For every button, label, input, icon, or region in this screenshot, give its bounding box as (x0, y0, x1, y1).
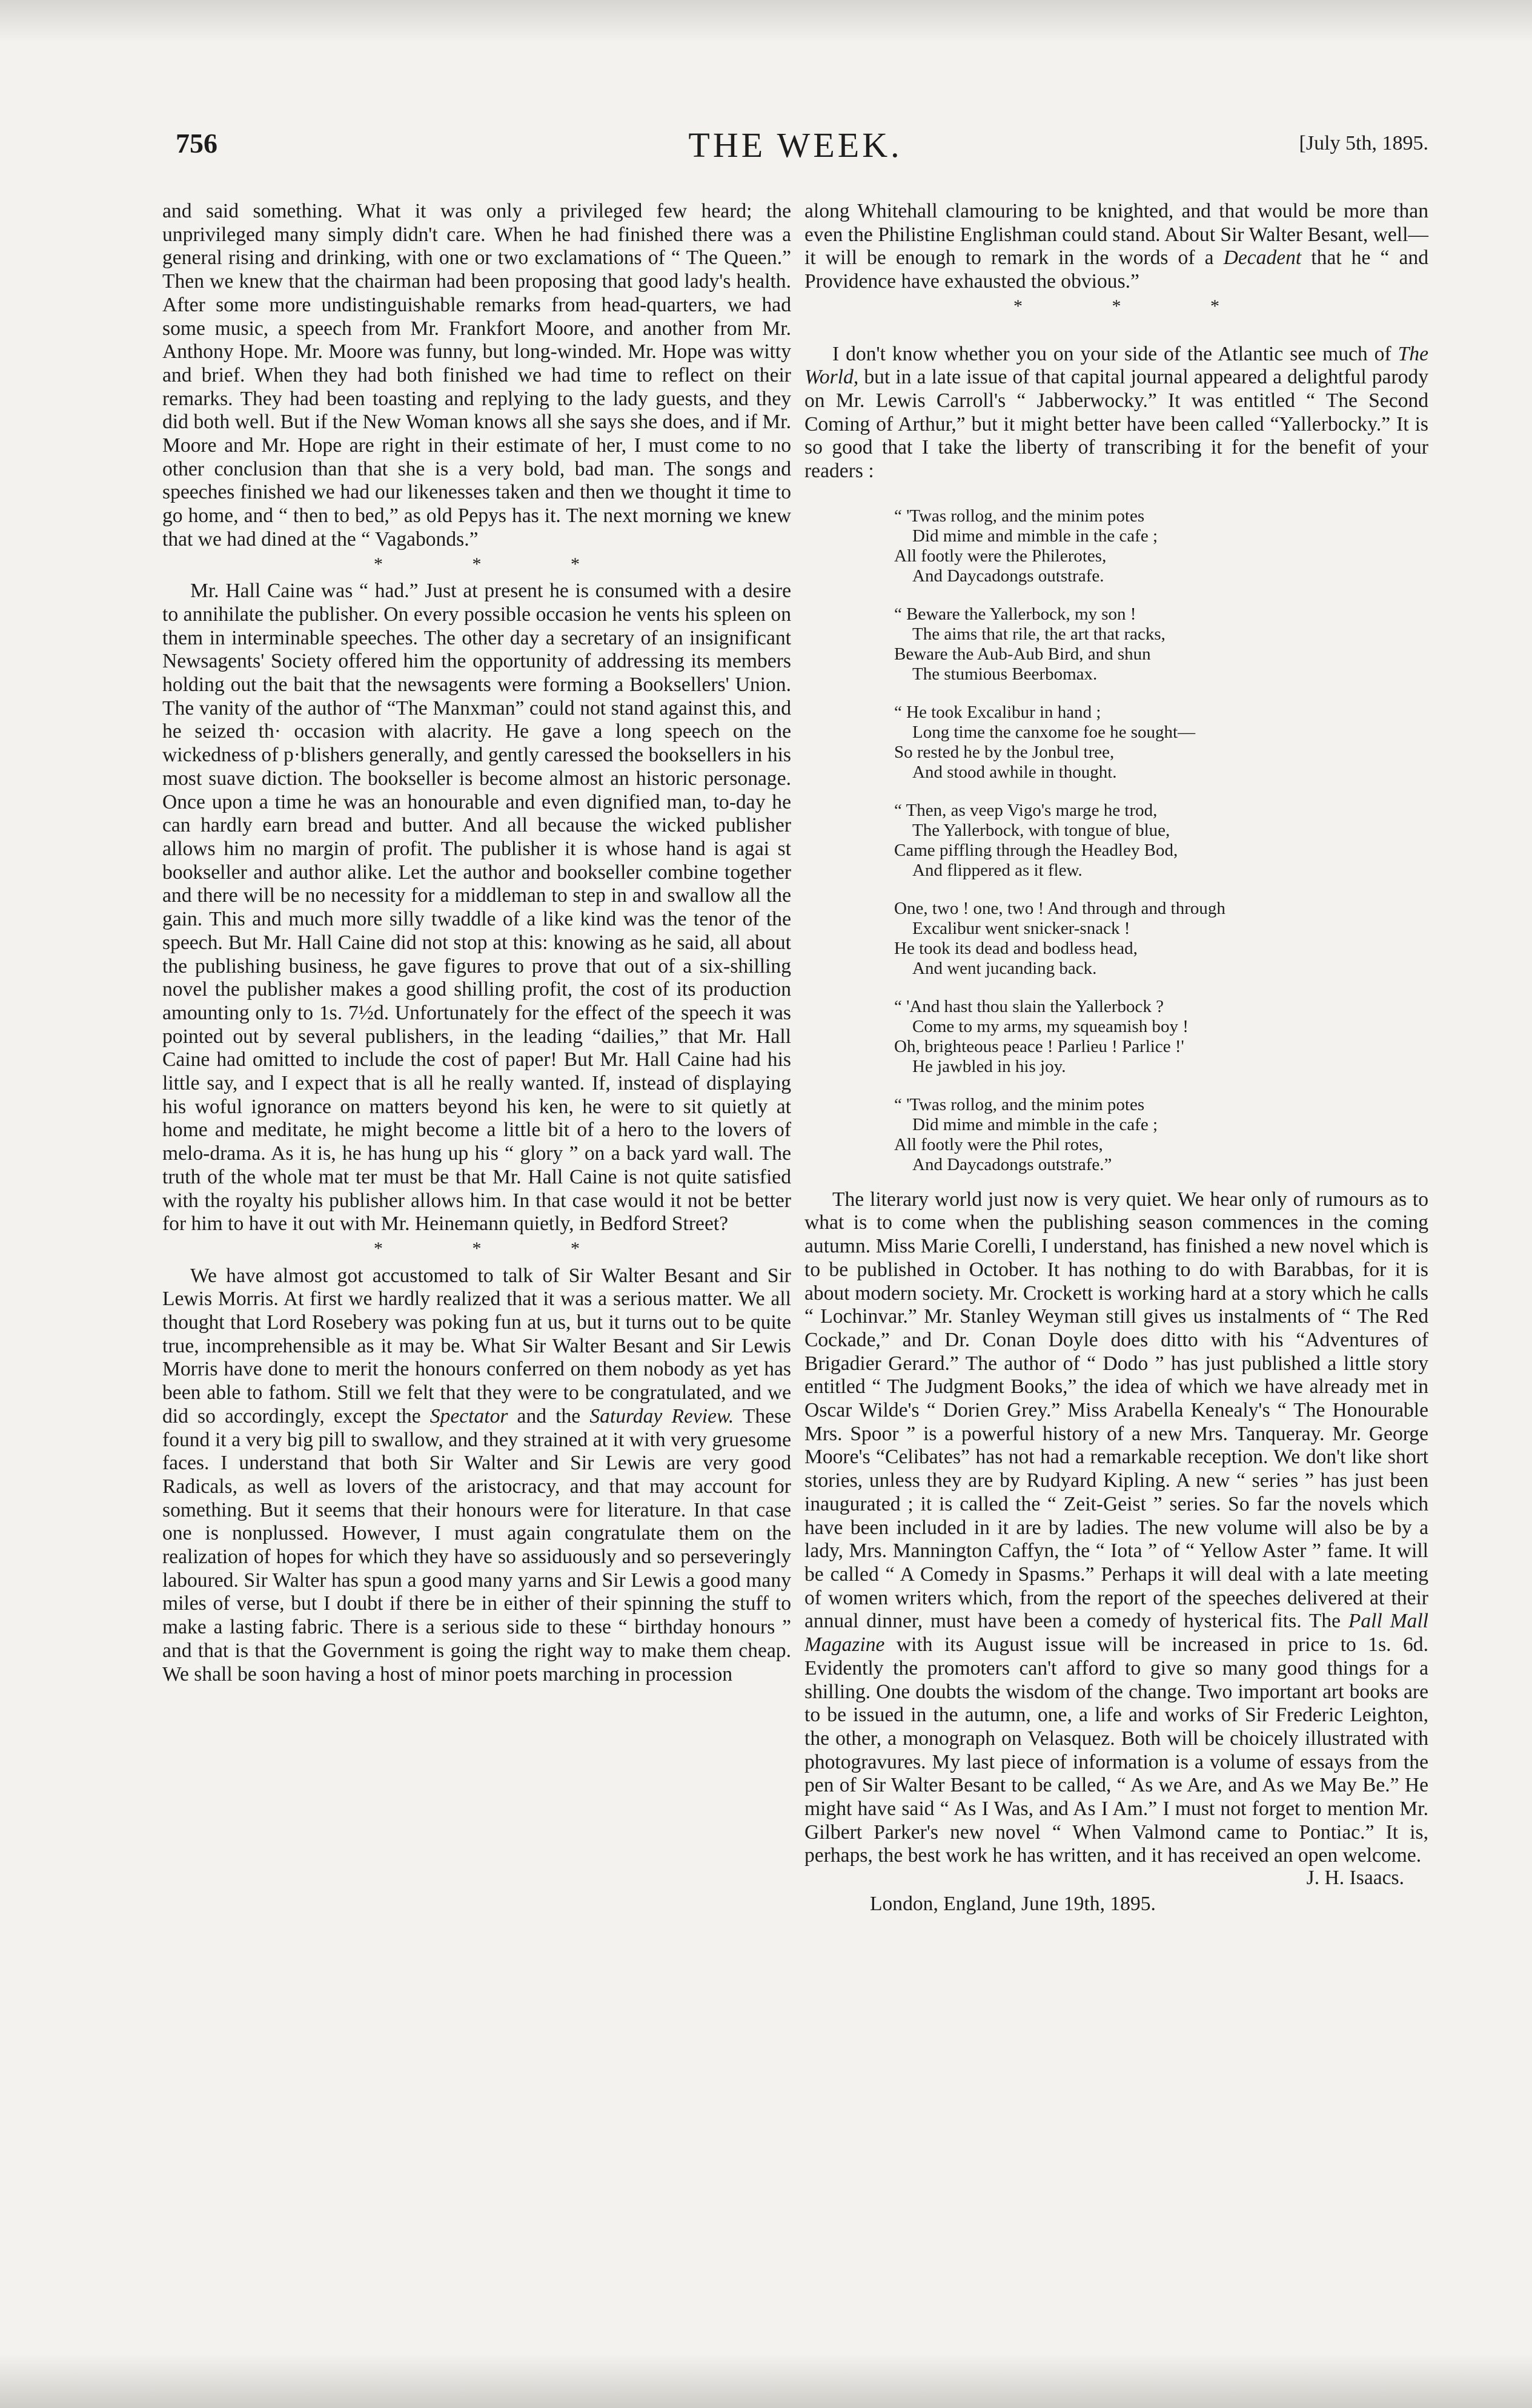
poem-line: Long time the canxome foe he sought— (912, 722, 1196, 742)
paragraph-hall-caine: Mr. Hall Caine was “ had.” Just at present he is consumed with a desire to annihilate the publisher. On every possible occasion he vents his spleen on them in interminable speeches. The other day a secretary of an insignificant Newsagents' Society offered him the opportunity of addressing its members holding out the bait that the newsagents were forming a Booksellers' Union. The vanity of the author of “The Manxman” could not stand against this, and he seized th· occasion with alacrity. He gave a long speech on the wickedness of p·blishers generally, and gently caressed the booksellers in his most suave diction. The bookseller is become almost an historic personage. Once upon a time he was an honourable and even dignified man, to-day he can hardly earn bread and butter. And all because the wicked publisher allows him no margin of profit. The publisher it is whose hand is agai st bookseller and author alike. Let the author and bookseller combine together and there will be no necessity for a middleman to step in and swallow all the gain. This and much more silly twaddle of a like kind was the tenor of the speech. But Mr. Hall Caine did not stop at this: knowing as he said, all about the publishing business, he gave figures to prove that out of a six-shilling novel the publisher makes a good shilling profit, the cost of its production amounting only to 1s. 7½d. Unfortunately for the effect of the speech it was pointed out by several publishers, in the leading “dailies,” that Mr. Hall Caine had omitted to include the cost of paper! But Mr. Hall Caine had his little say, and I expect that is all he really wanted. If, instead of displaying his woful ignorance on matters beyond his ken, he were to sit quietly at home and meditate, he might become a little bit of a hero to the lovers of melo-drama. As it is, he has hung up his “ glory ” on a back yard wall. The truth of the whole mat ter must be that Mr. Hall Caine is not quite satisfied with the royalty his publisher allows him. In that case would it not be better for him to have it out with Mr. Heinemann quietly, in Bedford Street? (162, 580, 791, 1235)
poem-stanza (894, 899, 1428, 979)
poem-line: “ 'And hast thou slain the Yallerbock ? (894, 996, 1164, 1016)
poem-line: All footly were the Philerotes, (894, 546, 1107, 566)
pall-mall-title: Pall Mall Magazine (804, 1610, 1428, 1656)
spectator-title: Spectator (429, 1404, 508, 1427)
dateline: London, England, June 19th, 1895. (870, 1892, 1156, 1915)
poem-stanza (894, 801, 1428, 881)
poem-line: The stumious Beerbomax. (912, 664, 1098, 684)
section-separator: * * * (374, 554, 622, 574)
poem-line: “ Beware the Yallerbock, my son ! (894, 604, 1136, 624)
right-column (804, 200, 1428, 1916)
poem-line: The aims that rile, the art that racks, (912, 624, 1166, 644)
poem-line: All footly were the Phil rotes, (894, 1134, 1103, 1154)
poem-line: Beware the Aub-Aub Bird, and shun (894, 644, 1151, 664)
poem-line: One, two ! one, two ! And through and through (894, 898, 1225, 918)
poem-line: And Daycadongs outstrafe. (912, 566, 1104, 586)
poem-line: “ He took Excalibur in hand ; (894, 702, 1101, 722)
section-separator: * * * (1013, 296, 1262, 316)
poem-stanza (894, 506, 1428, 586)
issue-date: [July 5th, 1895. (1299, 132, 1428, 154)
poem-stanza (894, 604, 1428, 684)
poem-stanza (894, 997, 1428, 1077)
poem-line: The Yallerbock, with tongue of blue, (912, 820, 1170, 840)
poem-line: And stood awhile in thought. (912, 762, 1117, 782)
poem-line: Come to my arms, my squeamish boy ! (912, 1016, 1189, 1036)
masthead-title: THE WEEK. (688, 125, 903, 165)
paragraph-vagabonds-dinner: and said something. What it was only a privileged few heard; the unprivileged many simply didn't care. When he had finished there was a general rising and drinking, with one or two exclamations of “ The Queen.” Then we knew that the chairman had been proposing that good lady's health. After some more undistinguishable remarks from head-quarters, we had some music, a speech from Mr. Frankfort Moore, and another from Mr. Anthony Hope. Mr. Moore was funny, but long-winded. Mr. Hope was witty and brief. When they had both finished we had time to reflect on their remarks. They had been toasting and replying to the lady guests, and they did both well. But if the New Woman knows all she says she does, and if Mr. Moore and Mr. Hope are right in their estimate of her, I must come to no other conclusion than that she is a very bold, bad man. The songs and speeches finished we had our likenesses taken and then we thought it time to go home, and “ then to bed,” as old Pepys has it. The next morning we knew that we had dined at the “ Vagabonds.” (162, 200, 791, 551)
page-number: 756 (176, 128, 217, 159)
paragraph-knighthoods: We have almost got accustomed to talk of Sir Walter Besant and Sir Lewis Morris. At first we hardly realized that it was a serious matter. We all thought that Lord Rosebery was poking fun at us, but it turns out to be quite true, incomprehensible as it may be. What Sir Walter Besant and Sir Lewis Morris have done to merit the honours conferred on them nobody as yet has been able to fathom. Still we felt that they were to be congratulated, and we did so accordingly, except the Spectator and the Saturday Review. These found it a very big pill to swallow, and they strained at it with very gruesome faces. I understand that both Sir Walter and Sir Lewis are very good Radicals, as well as lovers of the aristocracy, and that may account for something. But it seems that their honours were for literature. In that case one is nonplussed. However, I must again congratulate them on the realization of hopes for which they have so assiduously and so perseveringly laboured. Sir Walter has spun a good many yarns and Sir Lewis a good many miles of verse, but I doubt if there be in either of their spinning the stuff to make a lasting fabric. There is a serious side to these “ birthday honours ” and that is that the Government is going the right way to make them cheap. We shall be soon having a host of minor poets marching in procession (162, 1264, 792, 1685)
saturday-review-title: Saturday Review. (589, 1404, 734, 1427)
poem-line: Excalibur went snicker-snack ! (912, 918, 1130, 938)
poem-line: He jawbled in his joy. (912, 1056, 1066, 1076)
poem-line: “ 'Twas rollog, and the minim potes (894, 1094, 1145, 1114)
poem-line: Did mime and mimble in the cafe ; (912, 1114, 1158, 1134)
poem-stanza (894, 1095, 1428, 1175)
poem-line: He took its dead and bodless head, (894, 938, 1138, 958)
left-column (162, 200, 791, 1686)
paragraph-literary-news: The literary world just now is very quiet. We hear only of rumours as to what is to come when the publishing season commences in the coming autumn. Miss Marie Corelli, I understand, has finished a new novel which is to be published in October. It has nothing to do with Barabbas, for it is about modern society. Mr. Crockett is working hard at a story which he calls “ Lochinvar.” Mr. Stanley Weyman still gives us instalments of “ The Red Cockade,” and Dr. Conan Doyle does ditto with his “Adventures of Brigadier Gerard.” The author of “ Dodo ” has just published a little story entitled “ The Judgment Books,” the idea of which we have already met in Oscar Wilde's “ Dorien Grey.” Miss Arabella Kenealy's “ The Honourable Mrs. Spoor ” is a powerful history of a new Mrs. Tanqueray. Mr. George Moore's “Celibates” has not had a remarkable reception. We don't like short stories, unless they are by Rudyard Kipling. A new “ series ” has just been inaugurated ; it is called the “ Zeit-Geist ” series. So far the novels which have been included in it are by ladies. The new volume will also be by a lady, Mrs. Mannington Caffyn, the “ Iota ” of “ Yellow Aster ” fame. It will be called “ A Comedy in Spasms.” Perhaps it will deal with a late meeting of women writers which, from the report of the speeches delivered at their annual dinner, must have been a comedy of hysterical fits. The Pall Mall Magazine with its August issue will be increased in price to 1s. 6d. Evidently the promoters can't afford to give so many good things for a shilling. One doubts the wisdom of the change. Two important art books are to be issued in the autumn, one, a life and works of Sir Frederic Leighton, the other, a monograph on Velasquez. Both will be choicely illustrated with photogravures. My last piece of information is a volume of essays from the pen of Sir Walter Besant to be called, “ As we Are, and As we May Be.” He might have said “ As I Was, and As I Am.” I must not forget to mention Mr. Gilbert Parker's new novel “ When Valmond came to Pontiac.” It is, perhaps, the best work he has written, and it has received an open welcome. (804, 1188, 1428, 1867)
poem-line: Did mime and mimble in the cafe ; (912, 526, 1158, 546)
decadent-word: Decadent (1223, 246, 1302, 270)
page-edge-bottom (0, 2353, 1532, 2408)
poem-line: Came piffling through the Headley Bod, (894, 840, 1178, 860)
paragraph-whitehall: along Whitehall clamouring to be knighted, and that would be more than even the Philistine Englishman could stand. About Sir Walter Besant, well—it will be enough to remark in the words of a Decadent that he “ and Providence have exhausted the obvious.” (804, 200, 1429, 293)
author-signature: J. H. Isaacs. (1306, 1867, 1404, 1890)
poem-line: Oh, brighteous peace ! Parlieu ! Parlice !' (894, 1036, 1184, 1056)
poem-line: “ 'Twas rollog, and the minim potes (894, 506, 1145, 526)
page-edge-top (0, 0, 1532, 42)
poem-stanza (894, 703, 1428, 782)
page-header (162, 127, 1428, 170)
poem-line: And went jucanding back. (912, 958, 1097, 978)
the-world-title: The World, (804, 342, 1428, 389)
section-separator: * * * (374, 1238, 622, 1259)
poem-line: And flippered as it flew. (912, 860, 1083, 880)
poem-line: So rested he by the Jonbul tree, (894, 742, 1115, 762)
poem-yallerbocky (894, 506, 1428, 1175)
poem-line: And Daycadongs outstrafe.” (912, 1154, 1112, 1174)
paragraph-the-world: I don't know whether you on your side of the Atlantic see much of The World, but in a late issue of that capital journal appeared a delightful parody on Mr. Lewis Carroll's “ Jabberwocky.” It was entitled “ The Second Coming of Arthur,” but it might better have been called “Yallerbocky.” It is so good that I take the liberty of transcribing it for the benefit of your readers : (804, 342, 1428, 483)
poem-line: “ Then, as veep Vigo's marge he trod, (894, 800, 1158, 820)
